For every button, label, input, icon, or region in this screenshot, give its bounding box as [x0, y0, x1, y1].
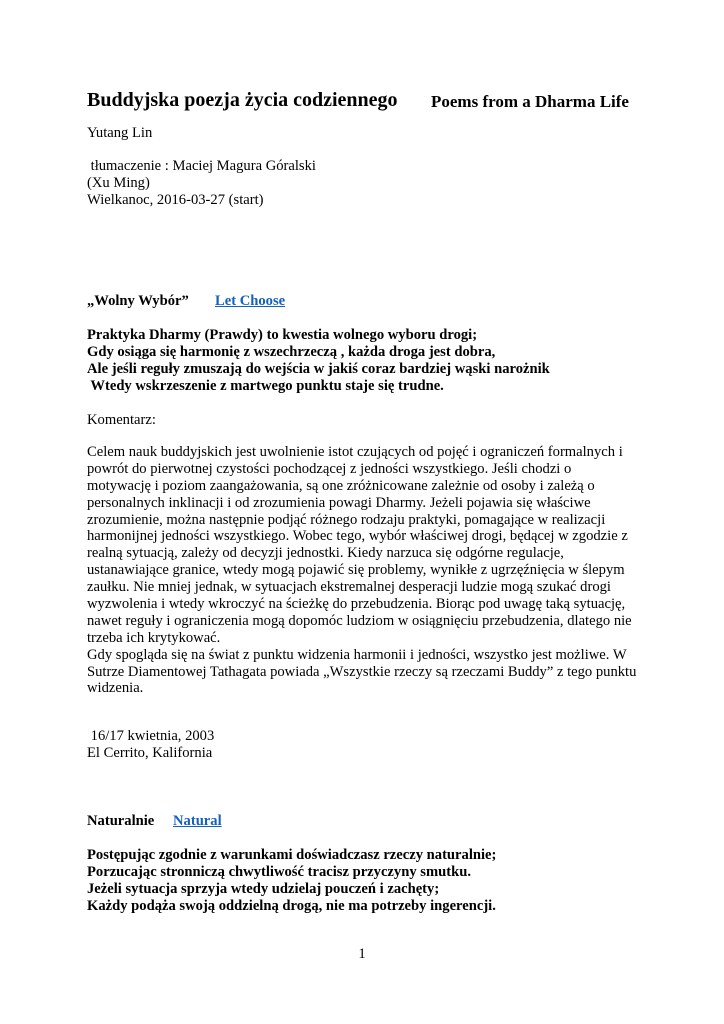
poem-line: Każdy podąża swoją oddzielną drogą, nie ma potrzeby ingerencji. — [87, 897, 496, 914]
translator-line: tłumaczenie : Maciej Magura Góralski — [87, 158, 316, 174]
comment-line: widzenia. — [87, 680, 144, 697]
poem-heading — [87, 293, 387, 310]
poem-link-natural[interactable]: Natural — [173, 813, 222, 829]
comment-line: motywację i poziom zaangażowania, są one zróżnicowane zależnie od osoby i zależą o — [87, 477, 595, 494]
poem-title: Naturalnie — [87, 813, 155, 829]
poem-place: El Cerrito, Kalifornia — [87, 744, 213, 761]
poem-heading — [87, 813, 387, 830]
comment-line: realną sytuacją, zależy od decyzji jednostki. Kiedy narzuca się odgórne regulacje, — [87, 545, 564, 562]
author: Yutang Lin — [87, 125, 153, 141]
comment-body — [87, 444, 636, 697]
poem-line: Jeżeli sytuacja sprzyja wtedy udzielaj pouczeń i zachęty; — [87, 880, 440, 897]
poem-date: 16/17 kwietnia, 2003 — [87, 728, 215, 744]
comment-line: zrozumienie, można następnie podjąć różnego rodzaju praktyki, pomagające w realizacji — [87, 511, 606, 528]
comment-line: powrót do pierwotnej czystości pochodzącej z jedności wszystkiego. Jeśli chodzi o — [87, 460, 572, 477]
poem-line: Porzucając stronniczą chwytliwość tracisz przyczyny smutku. — [87, 863, 471, 880]
poem-line: Praktyka Dharmy (Prawdy) to kwestia wolnego wyboru drogi; — [87, 327, 478, 343]
page-number: 1 — [358, 946, 366, 962]
comment-line: wyzwolenia i wtedy wkroczyć na ścieżkę do przebudzenia. Biorąc pod uwagę taką sytuację, — [87, 596, 626, 613]
comment-line: trzeba ich krytykować. — [87, 629, 221, 646]
poem-line: Ale jeśli reguły zmuszają do wejścia w jakiś coraz bardziej wąski narożnik — [87, 360, 550, 377]
poem-link-let-choose[interactable]: Let Choose — [215, 293, 286, 309]
comment-label: Komentarz: — [87, 412, 156, 428]
comment-line: ustanawiające granice, wtedy mogą pojawić się problemy, wynikłe z ugrzęźnięcia w ślepym — [87, 562, 625, 579]
poem-dateline — [87, 728, 214, 762]
poem-title: „Wolny Wybór” — [87, 293, 189, 309]
title-english: Poems from a Dharma Life — [431, 92, 629, 111]
comment-line: harmonijnej jedności wszystkiego. Wobec tego, wybór właściwej drogi, będącej w zgodzie z — [87, 528, 628, 545]
poem-body — [87, 847, 496, 915]
poem-body — [87, 327, 550, 395]
comment-line: personalnych inklinacji i od zrozumienia powagi Dharmy. Jeżeli pojawia się właściwe — [87, 494, 591, 511]
comment-line: Celem nauk buddyjskich jest uwolnienie istot czujących od pojęć i ograniczeń formalnych i — [87, 444, 623, 460]
comment-line: nawet reguły i ograniczenia mogą dopomóc ludziom w osiągnięciu przebudzenia, dlatego nie — [87, 612, 632, 629]
comment-line: Sutrze Diamentowej Tathagata powiada „Wszystkie rzeczy są rzeczami Buddy” z tego punktu — [87, 663, 637, 680]
comment-line: zaułku. Nie mniej jednak, w sytuacjach ekstremalnej desperacji ludzie mogą szukać drogi — [87, 579, 611, 596]
poem-line: Postępując zgodnie z warunkami doświadczasz rzeczy naturalnie; — [87, 847, 497, 863]
comment-line: Gdy spogląda się na świat z punktu widzenia harmonii i jedności, wszystko jest możliwe. W — [87, 646, 627, 663]
poem-line: Wtedy wskrzeszenie z martwego punktu staje się trudne. — [87, 377, 444, 394]
translator-line: (Xu Ming) — [87, 174, 150, 191]
poem-line: Gdy osiąga się harmonię z wszechrzeczą , każda droga jest dobra, — [87, 343, 496, 360]
translator-line: Wielkanoc, 2016-03-27 (start) — [87, 191, 264, 208]
translator-info — [87, 158, 316, 209]
title-polish: Buddyjska poezja życia codziennego — [87, 89, 398, 111]
